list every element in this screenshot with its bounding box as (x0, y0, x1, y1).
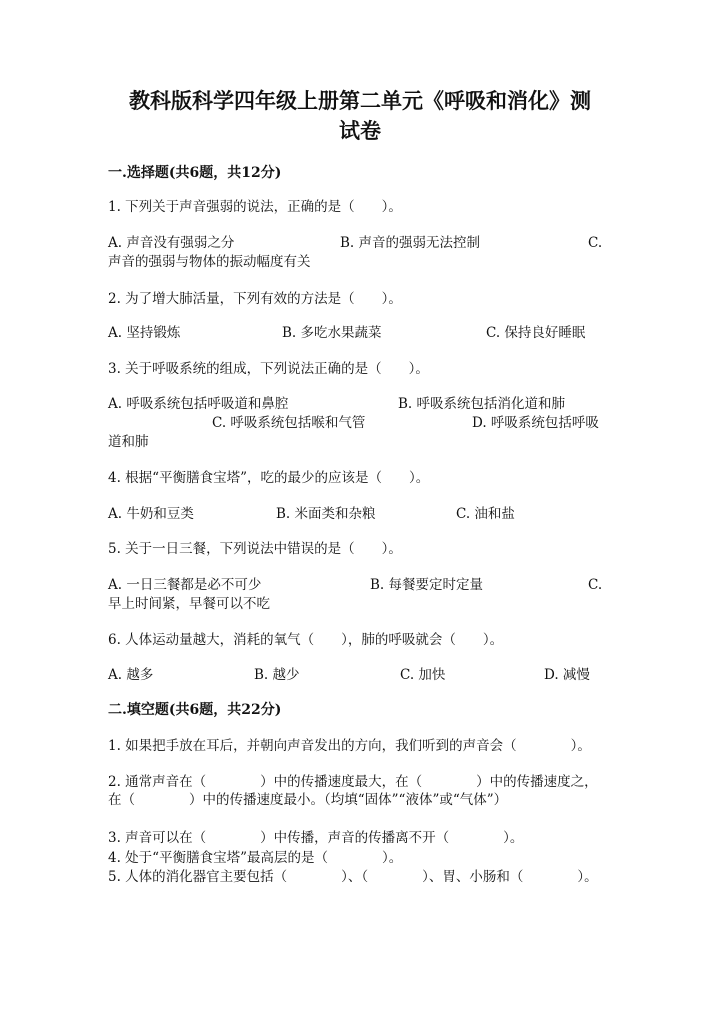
question-5-option-c-label: C. (588, 577, 603, 593)
question-3-stem: 3. 关于呼吸系统的组成，下列说法正确的是（ ）。 (108, 361, 429, 377)
question-6-option-c: C. 加快 (400, 667, 446, 683)
question-3-option-c: C. 呼吸系统包括喉和气管 (212, 415, 366, 431)
question-1-option-a: A. 声音没有强弱之分 (108, 235, 235, 251)
question-2-option-c: C. 保持良好睡眠 (486, 325, 586, 341)
question-4-option-a: A. 牛奶和豆类 (108, 506, 194, 522)
question-5-stem: 5. 关于一日三餐，下列说法中错误的是（ ）。 (108, 541, 402, 557)
question-5-option-b: B. 每餐要定时定量 (370, 577, 484, 593)
question-6-option-d: D. 减慢 (544, 667, 590, 683)
page-title (100, 86, 620, 146)
question-5-option-a: A. 一日三餐都是必不可少 (108, 577, 262, 593)
question-6-option-a: A. 越多 (108, 667, 154, 683)
title-line-2: 试卷 (339, 118, 381, 143)
question-4-stem: 4. 根据“平衡膳食宝塔”，吃的最少的应该是（ ）。 (108, 470, 430, 486)
question-3-option-d-cont: 道和肺 (108, 434, 149, 450)
fill-item-3: 3. 声音可以在（ ）中传播，声音的传播离不开（ ）。 (108, 830, 524, 846)
question-3-option-b: B. 呼吸系统包括消化道和肺 (398, 396, 566, 412)
section-2-heading: 二.填空题(共6题，共22分) (108, 702, 282, 718)
question-2-option-b: B. 多吃水果蔬菜 (282, 325, 382, 341)
fill-item-1: 1. 如果把手放在耳后，并朝向声音发出的方向，我们听到的声音会（ ）。 (108, 738, 591, 754)
question-6-option-b: B. 越少 (254, 667, 300, 683)
question-1-option-c-label: C. (588, 235, 603, 251)
fill-item-4: 4. 处于“平衡膳食宝塔”最高层的是（ ）。 (108, 850, 403, 866)
fill-item-2: 2. 通常声音在（ ）中的传播速度最大，在（ ）中的传播速度之，在（ ）中的传播速度最小。（均填“固体”“液体”或“气体”） (108, 774, 598, 808)
question-3-option-a: A. 呼吸系统包括呼吸道和鼻腔 (108, 396, 289, 412)
question-1-stem: 1. 下列关于声音强弱的说法，正确的是（ ）。 (108, 199, 402, 215)
title-line-1: 教科版科学四年级上册第二单元《呼吸和消化》测 (129, 88, 591, 113)
question-4-option-c: C. 油和盐 (456, 506, 515, 522)
question-6-stem: 6. 人体运动量越大，消耗的氧气（ ），肺的呼吸就会（ ）。 (108, 632, 504, 648)
question-1-option-c-text: 声音的强弱与物体的振动幅度有关 (108, 254, 311, 270)
question-1-option-b: B. 声音的强弱无法控制 (340, 235, 481, 251)
section-1-heading: 一.选择题(共6题，共12分) (108, 165, 282, 181)
question-3-option-d: D. 呼吸系统包括呼吸 (472, 415, 599, 431)
fill-item-5: 5. 人体的消化器官主要包括（ ）、（ ）、胃、小肠和（ ）。 (108, 869, 598, 885)
question-2-stem: 2. 为了增大肺活量，下列有效的方法是（ ）。 (108, 291, 402, 307)
question-2-option-a: A. 坚持锻炼 (108, 325, 181, 341)
question-4-option-b: B. 米面类和杂粮 (276, 506, 376, 522)
question-5-option-c-text: 早上时间紧，早餐可以不吃 (108, 596, 270, 612)
